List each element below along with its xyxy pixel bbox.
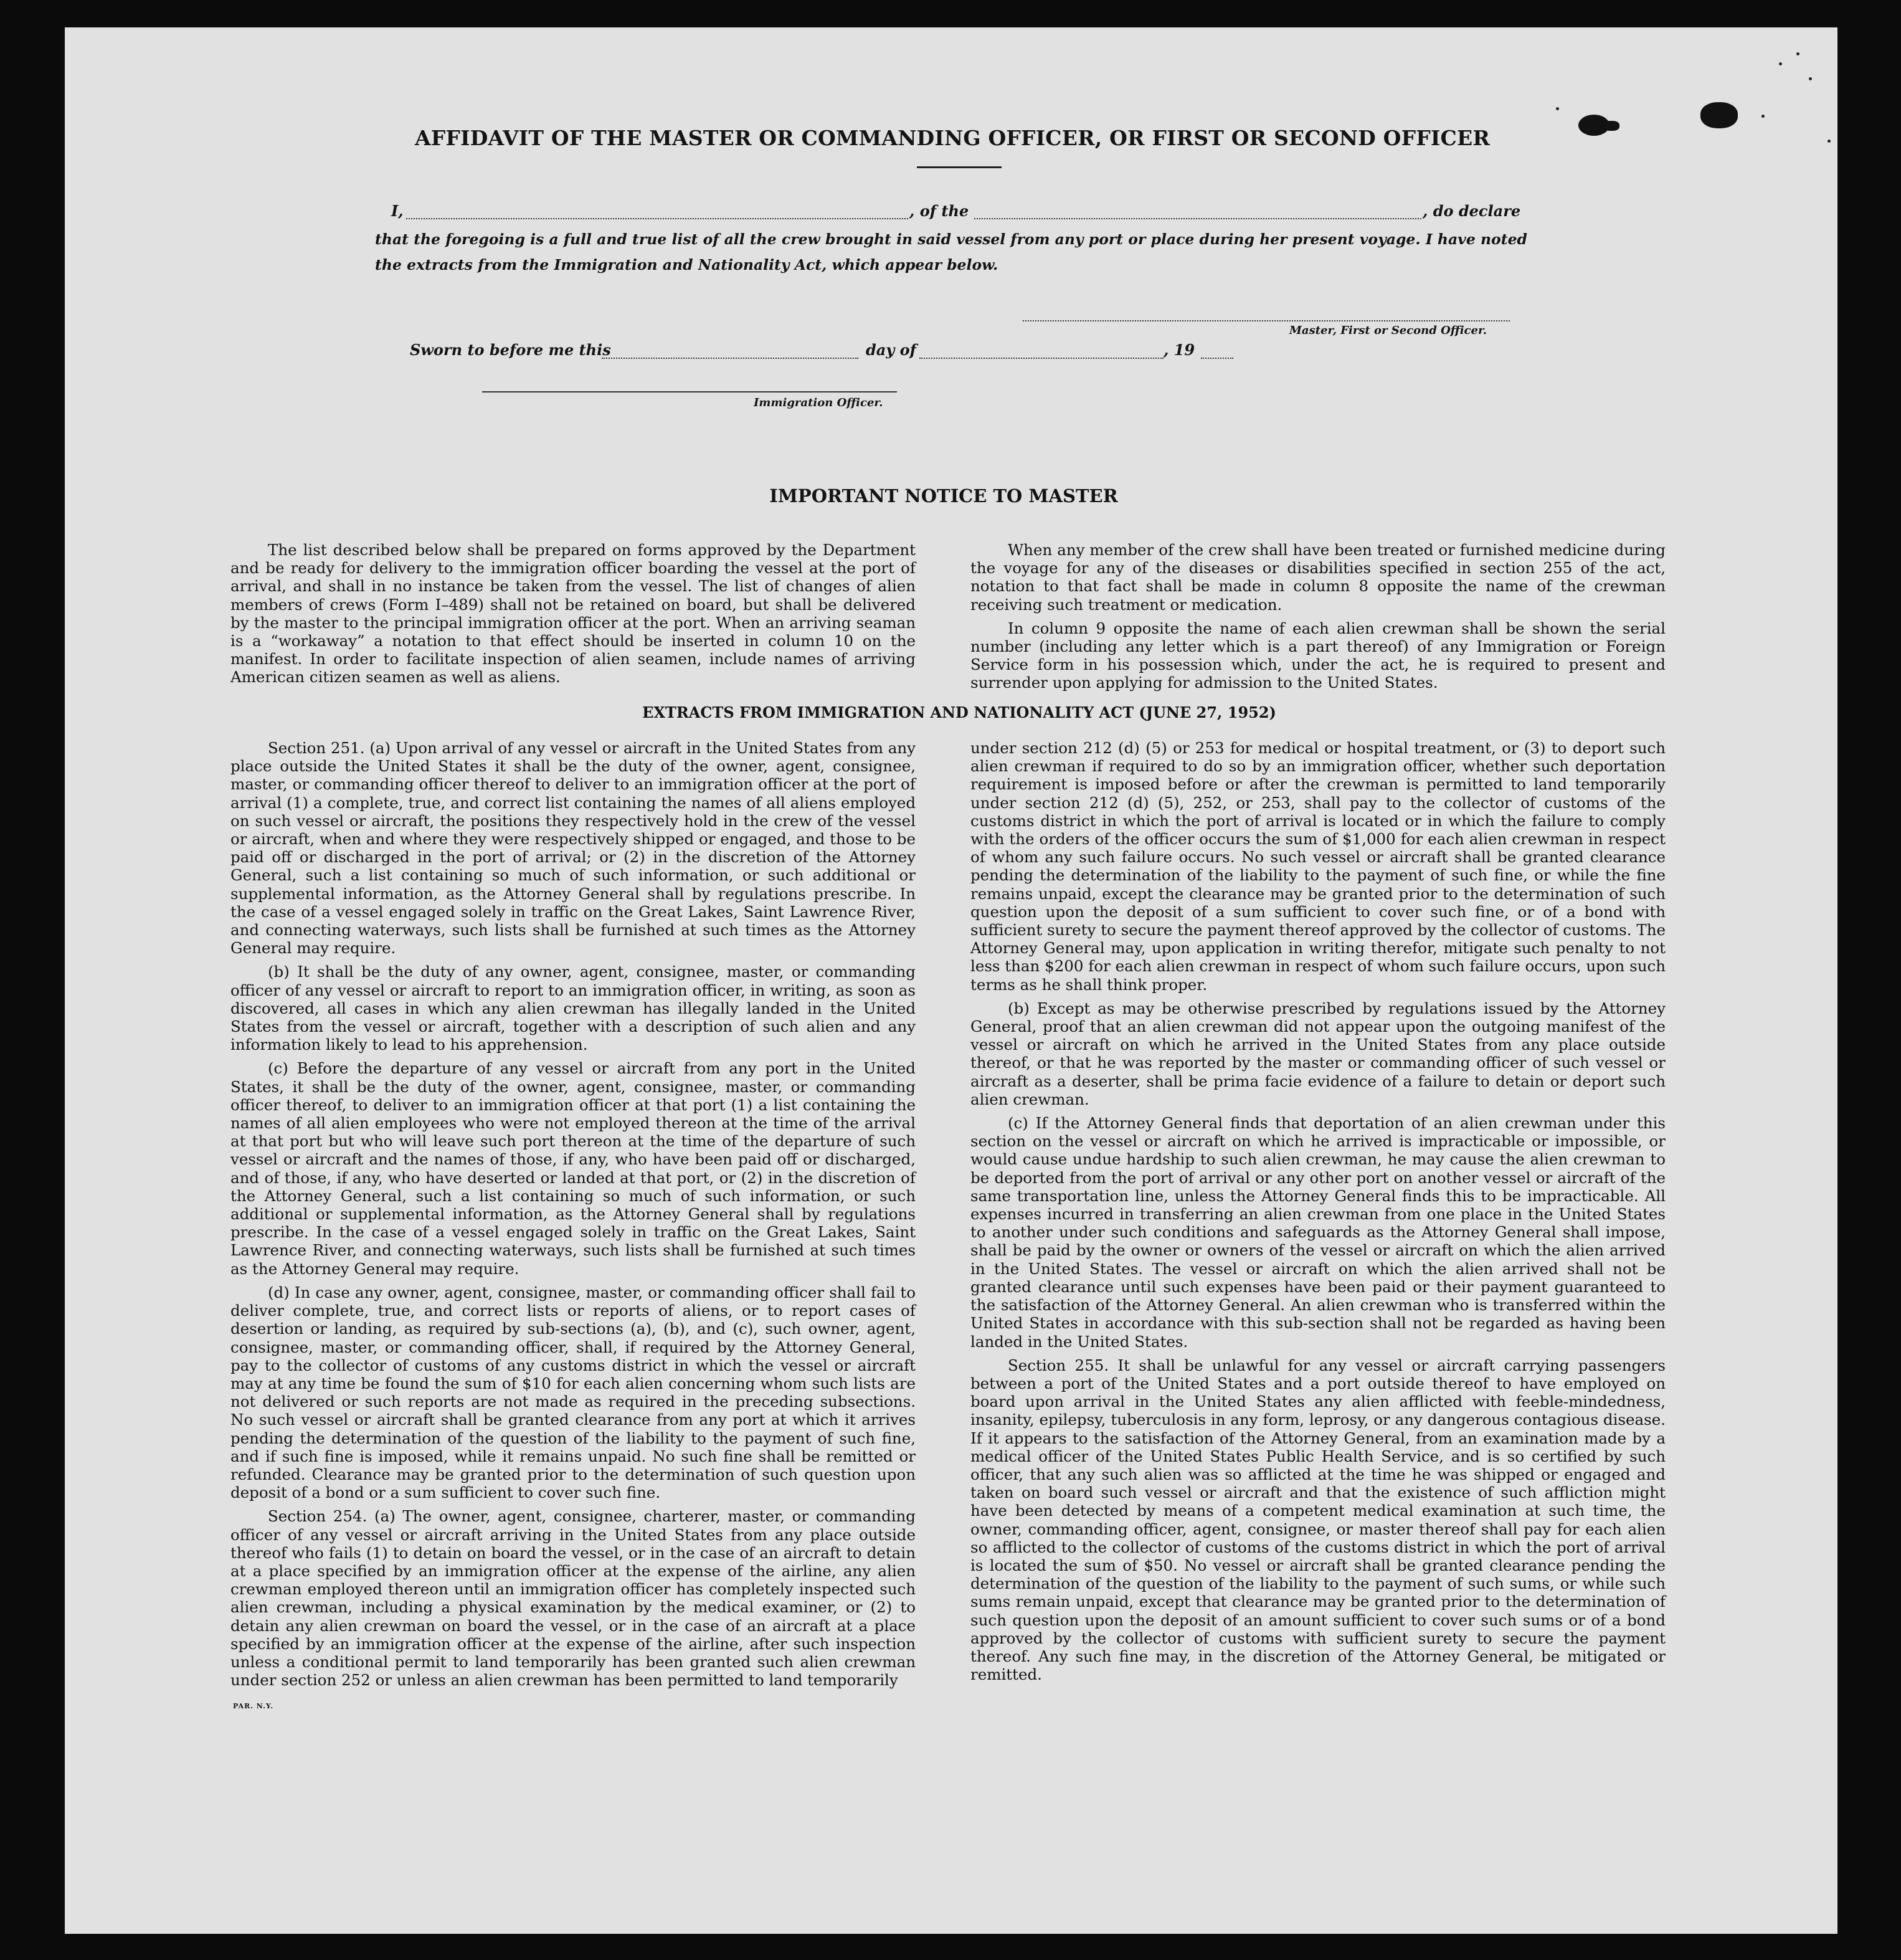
notice-paragraph: The list described below shall be prepared on forms approved by the Department and be ready for delivery to the immigration officer boarding the vessel at the port of arrival, and shall in no instance be taken from the vessel. The list of changes of alien members of crews (Form I–489) shall not be retained on board, but shall be delivered by the master to the principal immigration officer at the port. When an arriving seaman is a “workaway” a notation to that effect should be inserted in column 10 on the manifest. In order to facilitate inspection of alien seamen, include names of arriving American citizen seamen as well as aliens. [230,541,916,687]
officer-signature-line[interactable] [482,391,897,392]
day-of-label: day of [866,341,916,359]
signature-caption: Master, First or Second Officer. [1289,324,1487,337]
declaration-line-2: the extracts from the Immigration and Nationality Act, which appear below. [375,256,998,274]
section-251d: (d) In case any owner, agent, consignee, master, or commanding officer shall fail to deliver complete, true, and correct lists or reports of aliens, or to report cases of desertion or landing, as required by sub-sections (a), (b), and (c), such owner, agent, consignee, master, or commanding officer, shall, if required by the Attorney General, pay to the collector of customs of any customs district in which the vessel or aircraft may at any time be found the sum of $10 for each alien concerning whom such lists are not delivered or such reports are not made as required in the preceding subsections. No such vessel or aircraft shall be granted clearance from any port at which it arrives pending the determination of the question of the liability to the payment of such fine, and if such fine is imposed, while it remains unpaid. No such fine shall be remitted or refunded. Clearance may be granted prior to the determination of such question upon deposit of a bond or a sum sufficient to cover such fine. [230,1283,916,1502]
declaration-line-1: that the foregoing is a full and true list of all the crew brought in said vessel from any port or place during her present voyage. I have noted [375,231,1527,248]
notice-left-column [230,541,916,692]
title-rule [917,166,1002,168]
extracts-right-column [970,739,1666,1689]
sworn-day-field[interactable] [602,358,858,359]
section-255: Section 255. It shall be unlawful for any vessel or aircraft carrying passengers between a port of the United States and a port outside thereof to have employed on board upon arrival in the United States any alien afflicted with feeble-mindedness, insanity, epilepsy, tuberculosis in any form, leprosy, or any dangerous contagious disease. If it appears to the satisfaction of the Attorney General, from an examination made by a medical officer of the United States Public Health Service, and is so certified by such officer, that any such alien was so afflicted at the time he was shipped or engaged and taken on board such vessel or aircraft and that the existence of such affliction might have been detected by means of a competent medical examination at such time, the owner, commanding officer, agent, consignee, or master thereof shall pay for each alien so afflicted to the collector of customs of the customs district in which the port of arrival is located the sum of $50. No vessel or aircraft shall be granted clearance pending the determination of the question of the liability to the payment of such sums, or while such sums remain unpaid, except that clearance may be granted prior to the determination of such question upon the deposit of an amount sufficient to cover such sums or of a bond approved by the collector of customs with sufficient surety to secure the payment thereof. Any such fine may, in the discretion of the Attorney General, be mitigated or remitted. [970,1356,1666,1684]
speck [1779,62,1782,65]
notice-right-column [970,541,1666,698]
notice-title: IMPORTANT NOTICE TO MASTER [769,485,1118,507]
of-the-label: , of the [909,202,969,220]
section-251a: Section 251. (a) Upon arrival of any vessel or aircraft in the United States from any place outside the United States it shall be the duty of the owner, agent, consignee, master, or commanding officer thereof to deliver to an immigration officer at the port of arrival (1) a complete, true, and correct list containing the names of all aliens employed on such vessel or aircraft, the positions they respectively hold in the crew of the vessel or aircraft, when and where they were respectively shipped or engaged, and those to be paid off or discharged in the port of arrival; or (2) in the discretion of the Attorney General, such a list containing so much of such information, or such additional or supplemental information, as the Attorney General shall by regulations prescribe. In the case of a vessel engaged solely in traffic on the Great Lakes, Saint Lawrence River, and connecting waterways, such lists shall be furnished at such times as the Attorney General may require. [230,739,916,958]
section-251b: (b) It shall be the duty of any owner, agent, consignee, master, or commanding officer of any vessel or aircraft to report to an immigration officer, in writing, as soon as discovered, all cases in which any alien crewman has illegally landed in the United States from the vessel or aircraft, together with a description of such alien and any information likely to lead to his apprehension. [230,963,916,1054]
vessel-field[interactable] [974,218,1421,219]
speck [1809,77,1812,80]
notice-paragraph: When any member of the crew shall have been treated or furnished medicine during the voyage for any of the diseases or disabilities specified in section 255 of the act, notation to that fact shall be made in column 8 opposite the name of the crewman receiving such treatment or medication. [970,541,1666,614]
section-251c: (c) Before the departure of any vessel or aircraft from any port in the United States, it shall be the duty of the owner, agent, consignee, master, or commanding officer thereof, to deliver to an immigration officer at that port (1) a list containing the names of all alien employees who were not employed thereon at the time of the arrival at that port but who will leave such port thereon at the time of the departure of such vessel or aircraft and the names of those, if any, who have been paid off or discharged, and of those, if any, who have deserted or landed at that port, or (2) in the discretion of the Attorney General, such a list containing so much of such information, or such additional or supplemental information, as the Attorney General shall by regulations prescribe. In the case of a vessel engaged solely in traffic on the Great Lakes, Saint Lawrence River, and connecting waterways, such lists shall be furnished at such times as the Attorney General may require. [230,1059,916,1278]
extracts-title: EXTRACTS FROM IMMIGRATION AND NATIONALITY ACT (JUNE 27, 1952) [642,703,1276,721]
sworn-label: Sworn to before me this [410,341,611,359]
do-declare-label: , do declare [1423,202,1521,220]
section-254a-continued: under section 212 (d) (5) or 253 for medical or hospital treatment, or (3) to deport such alien crewman if required to do so by an immigration officer, whether such deportation requirement is imposed before or after the crewman is permitted to land temporarily under section 212 (d) (5), 252, or 253, shall pay to the collector of customs of the customs district in which the port of arrival is located or in which the failure to comply with the orders of the officer occurs the sum of $1,000 for each alien crewman in respect of whom any such failure occurs. No such vessel or aircraft shall be granted clearance pending the determination of the liability to the payment of such fine, or while the fine remains unpaid, except the clearance may be granted prior to the determination of such question upon the deposit of a sum sufficient to cover such fine, or of a bond with sufficient surety to secure the payment thereof approved by the collector of customs. The Attorney General may, upon application in writing therefor, mitigate such penalty to not less than $200 for each alien crewman in respect of whom such failure occurs, upon such terms as he shall think proper. [970,739,1666,994]
notice-paragraph: In column 9 opposite the name of each alien crewman shall be shown the serial number (including any letter which is a part thereof) of any Immigration or Foreign Service form in his possession which, under the act, he is required to present and surrender upon applying for admission to the United States. [970,619,1666,692]
officer-caption: Immigration Officer. [754,396,883,409]
sworn-month-field[interactable] [919,358,1164,359]
section-254a: Section 254. (a) The owner, agent, consignee, charterer, master, or commanding officer of any vessel or aircraft arriving in the United States from any place outside thereof who fails (1) to detain on board the vessel, or in the case of an aircraft to detain at a place specified by an immigration officer at the expense of the airline, any alien crewman employed thereon until an immigration officer has completely inspected such alien crewman, including a physical examination by the medical examiner, or (2) to detain any alien crewman on board the vessel, or in the case of an aircraft at a place specified by an immigration officer at the expense of the airline, after such inspection unless a conditional permit to land temporarily has been granted such alien crewman under section 252 or unless an alien crewman has been permitted to land temporarily [230,1507,916,1690]
form-sheet [65,27,1837,1934]
printer-mark: PAR. N.Y. [233,1702,274,1710]
section-254c: (c) If the Attorney General finds that deportation of an alien crewman under this section on the vessel or aircraft on which he arrived is impracticable or impossible, or would cause undue hardship to such alien crewman, he may cause the alien crewman to be deported from the port of arrival or any other port on another vessel or aircraft of the same transportation line, unless the Attorney General finds this to be impracticable. All expenses incurred in transferring an alien crewman from one place in the United States to another under such conditions and safeguards as the Attorney General shall impose, shall be paid by the owner or owners of the vessel or aircraft on which the alien arrived in the United States. The vessel or aircraft on which the alien arrived shall not be granted clearance until such expenses have been paid or their payment guaranteed to the satisfaction of the Attorney General. An alien crewman who is transferred within the United States in accordance with this sub-section shall not be regarded as having been landed in the United States. [970,1114,1666,1351]
speck [1556,107,1559,110]
affidavit-title: AFFIDAVIT OF THE MASTER OR COMMANDING OFFICER, OR FIRST OR SECOND OFFICER [415,126,1490,150]
section-254b: (b) Except as may be otherwise prescribed by regulations issued by the Attorney General, proof that an alien crewman did not appear upon the outgoing manifest of the vessel or aircraft on which he arrived in the United States from any place outside thereof, or that he was reported by the master or commanding officer of such vessel or aircraft as a deserter, shall be prima facie evidence of a failure to detain or deport such alien crewman. [970,999,1666,1108]
ink-blot [1700,102,1738,128]
sworn-year-field[interactable] [1201,358,1233,359]
speck [1796,52,1799,55]
signature-line[interactable] [1023,320,1510,321]
year-label: , 19 [1164,341,1195,359]
extracts-left-column [230,739,916,1695]
i-label: I, [391,202,404,220]
name-field[interactable] [406,218,908,219]
speck [1761,115,1765,118]
